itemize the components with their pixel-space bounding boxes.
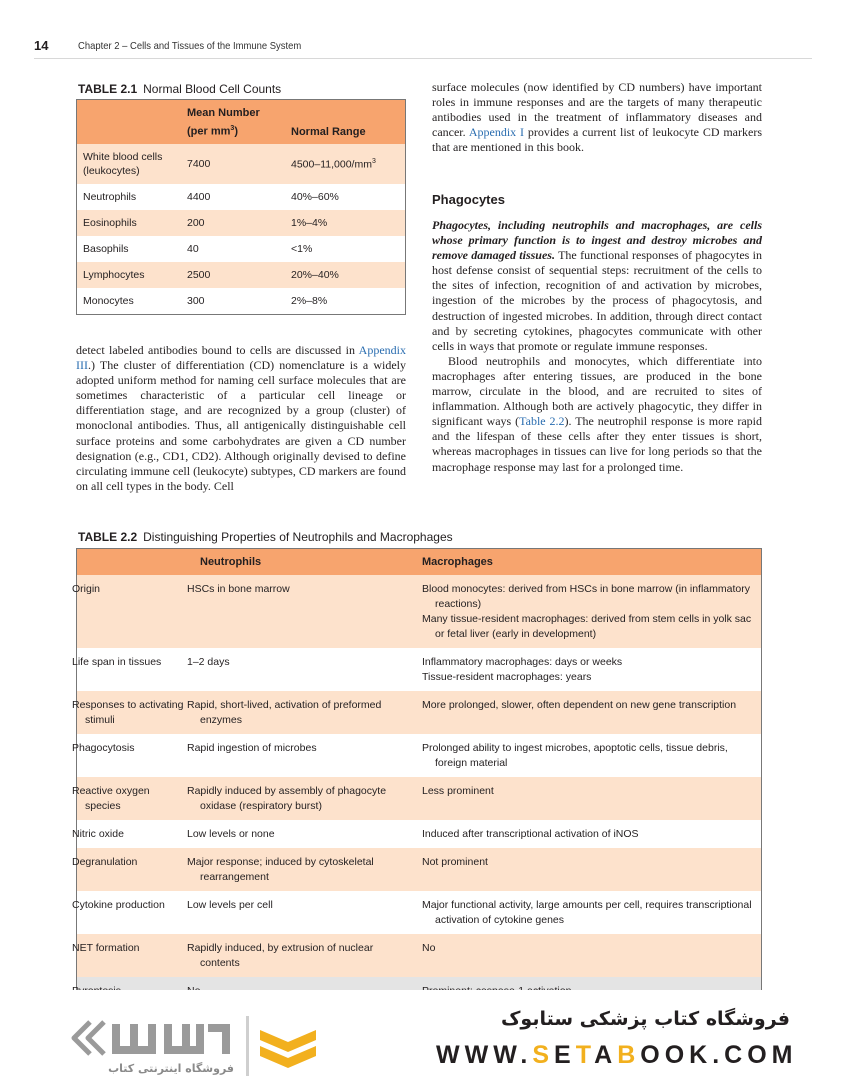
table2-label: TABLE 2.2 (78, 530, 138, 544)
cell-range: $4500-11,000/mm^3$ (285, 144, 406, 184)
page-number: 14 (34, 38, 49, 53)
cell-neutrophils: Rapidly induced, by extrusion of nuclear contents (192, 934, 414, 977)
cell-range: 2%–8% (291, 294, 328, 307)
table-row (77, 236, 406, 262)
table-row (77, 648, 762, 691)
cell-property: NET formation (77, 934, 193, 977)
table-row (77, 777, 762, 820)
table-2-2-link[interactable]: Table 2.2 (519, 414, 565, 429)
cell-macrophages: Inflammatory macrophages: days or weeks Tissue-resident macrophages: years (422, 656, 623, 683)
cell-neutrophils: Major response; induced by cytoskeletal rearrangement (192, 848, 414, 891)
table-row (77, 288, 406, 315)
cell-mean: 300 (187, 294, 205, 307)
table-row (77, 934, 762, 977)
table-normal-blood-cell-counts (76, 99, 406, 315)
cell-macrophages: Less prominent (414, 777, 762, 820)
cell-macrophages: Prolonged ability to ingest microbes, apoptotic cells, tissue debris, foreign material (422, 742, 728, 769)
table-row (77, 848, 762, 891)
cell-name: Basophils (83, 242, 129, 255)
running-header (34, 38, 812, 59)
table2-header-empty (77, 549, 193, 576)
cell-property: Nitric oxide (72, 828, 124, 840)
cell-neutrophils: Rapidly induced by assembly of phagocyte oxidase (respiratory burst) (192, 777, 414, 820)
cell-range: 1%–4% (285, 210, 406, 236)
table-row (77, 734, 762, 777)
cell-mean: 200 (181, 210, 285, 236)
table2-title: Distinguishing Properties of Neutrophils and Macrophages (143, 530, 453, 544)
table-row (77, 820, 762, 848)
table-row (77, 891, 762, 934)
cell-mean: 2500 (181, 262, 285, 288)
body-text-left-column (76, 343, 406, 494)
body-text-right-column (432, 80, 762, 155)
table1-title: Normal Blood Cell Counts (143, 82, 282, 96)
cell-property: Reactive oxygen species (77, 777, 193, 820)
paragraph-cd-continued: surface molecules (now identified by CD numbers) have important roles in immune responses and are the targets of many therapeutic antibodies used in the treatment of inflammatory diseases and cancer. Appendix I provides a current list of leukocyte CD markers that are mentioned in this book. (432, 80, 763, 155)
table2-header-macrophages: Macrophages (414, 549, 762, 576)
cell-macrophages: Blood monocytes: derived from HSCs in bone marrow (in inflammatory reactions) Many tissue-resident macrophages: derived from stem cells in yolk sac or fetal liver (early in development) (414, 575, 762, 648)
cell-macrophages: Not prominent (414, 848, 762, 891)
table-neutrophils-vs-macrophages (72, 548, 762, 1006)
table1-caption (78, 82, 281, 96)
cell-name: Lymphocytes (77, 262, 182, 288)
cell-macrophages: Major functional activity, large amounts per cell, requires transcriptional activation of cytokine genes (422, 899, 752, 926)
paragraph-phagocyte-function: Phagocytes, including neutrophils and macrophages, are cells whose primary function is to ingest and destroy microbes and remove damaged tissues. The functional responses of phagocytes in host defense consist of sequential steps: recruitment of the cells to the sites of infection, recognition of and activation by microbes, ingestion of the microbes by the process of phagocytosis, and destruction of ingested microbes. In addition, through direct contact and by secreting cytokines, phagocytes communicate with other cells in ways that promote or regulate immune responses. (432, 218, 763, 353)
cell-mean: 7400 (181, 144, 285, 184)
table-row (77, 210, 406, 236)
appendix-i-link[interactable]: Appendix I (468, 125, 524, 140)
cell-neutrophils: Rapid, short-lived, activation of preformed enzymes (192, 691, 414, 734)
cell-property: Cytokine production (72, 899, 165, 911)
cell-property: Life span in tissues (72, 656, 162, 668)
chapter-title: Chapter 2 – Cells and Tissues of the Immune System (78, 40, 302, 52)
table1-label: TABLE 2.1 (78, 82, 138, 96)
cell-neutrophils: Low levels or none (187, 828, 275, 840)
table1-header-mean: Mean Number (per $mm^3$) (181, 100, 285, 144)
cell-neutrophils: Low levels per cell (187, 899, 273, 911)
paragraph-cd-markers: detect labeled antibodies bound to cells are discussed in Appendix III.) The cluster of differentiation (CD) nomenclature is a widely adopted uniform method for naming cell surface molecules that are sometimes characteristic of a particular cell lineage or differentiation stage, and are recognized by a group (cluster) of monoclonal antibodies. Thus, all antigenically distinguishable cell surface proteins and some carbohydrates are given a CD number designation (e.g., CD1, CD2). Although originally devised to define circulating immune cell (leukocyte) subtypes, CD markers are found on all cell types in the body. Cell (76, 343, 406, 493)
cell-property: Degranulation (77, 848, 193, 891)
table-row (77, 575, 762, 648)
section-heading-phagocytes: Phagocytes (432, 192, 505, 207)
cell-neutrophils: 1–2 days (187, 656, 230, 668)
cell-name: Neutrophils (83, 190, 137, 203)
cell-mean: 4400 (187, 190, 211, 203)
cell-property: Origin (77, 575, 193, 648)
shop-name: فروشگاه کتاب پزشکی ستابوک (500, 1008, 790, 1030)
cell-macrophages: No (414, 934, 762, 977)
appendix-iii-link[interactable]: Appendix III (76, 343, 406, 373)
cell-name: Monocytes (83, 294, 134, 307)
website-url[interactable]: WWW.SETABOOK.COM (436, 1041, 798, 1069)
cell-neutrophils: HSCs in bone marrow (192, 575, 414, 648)
table2-caption (78, 530, 453, 544)
cell-mean: 40 (187, 242, 199, 255)
cell-macrophages: More prolonged, slower, often dependent on new gene transcription (414, 691, 762, 734)
table-row (77, 262, 406, 288)
logo-subtitle: فروشگاه اینترنتی کتاب (108, 1062, 234, 1075)
cell-neutrophils: Rapid ingestion of microbes (187, 742, 317, 754)
cell-range: 20%–40% (285, 262, 406, 288)
table1-header-empty (77, 100, 182, 144)
table-row (77, 691, 762, 734)
cell-range: 40%–60% (291, 190, 339, 203)
setabook-logo (68, 1016, 328, 1078)
table1-header-row (77, 100, 406, 144)
cell-range: <1% (291, 242, 313, 255)
table2-header-row (77, 549, 762, 576)
cell-name: Eosinophils (77, 210, 182, 236)
phagocytes-section-text (432, 218, 762, 475)
table1-header-range: Normal Range (285, 100, 406, 144)
paragraph-neutrophils-monocytes: Blood neutrophils and monocytes, which differentiate into macrophages after entering tissues, are produced in the bone marrow, circulate in the blood, and are recruited to sites of inflammation. Although both are actively phagocytic, they differ in significant ways (Table 2.2). The neutrophil response is more rapid and the lifespan of these cells after they enter tissues is short, whereas macrophages in tissues can live for long periods so that the macrophage response may last for a prolonged time. (432, 353, 762, 474)
cell-macrophages: Induced after transcriptional activation of iNOS (422, 828, 639, 840)
cell-name: White blood cells (leukocytes) (77, 144, 182, 184)
cell-property: Responses to activating stimuli (77, 691, 193, 734)
table2-header-neutrophils: Neutrophils (192, 549, 414, 576)
cell-property: Phagocytosis (72, 742, 135, 754)
table-row (77, 184, 406, 210)
table-row (77, 144, 406, 184)
